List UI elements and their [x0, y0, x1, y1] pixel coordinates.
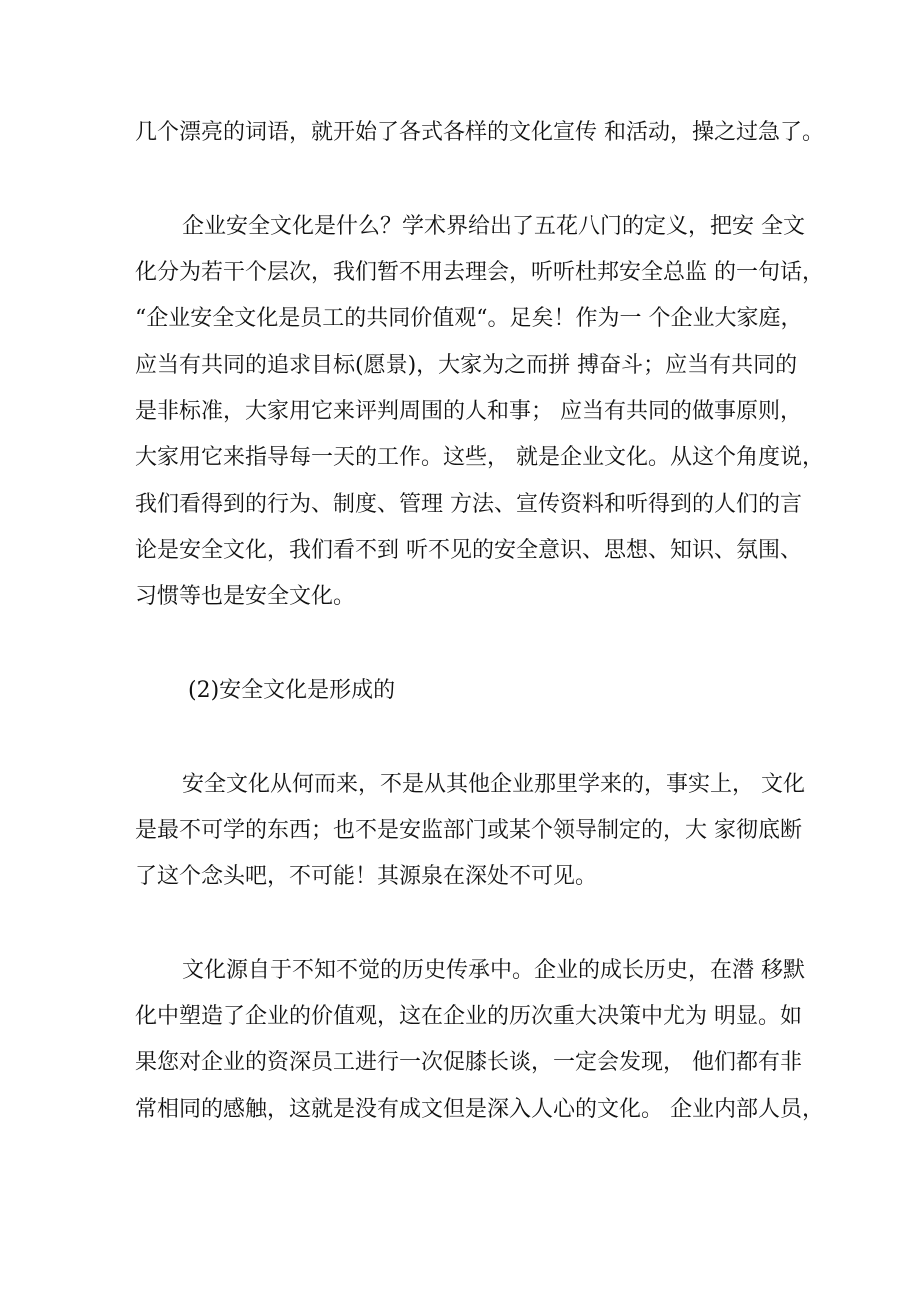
paragraph-3-line-2: 是最不可学的东西；也不是安监部门或某个领导制定的，大 家彻底断 — [135, 818, 802, 843]
paragraph-2-line-4: 应当有共同的追求目标(愿景)，大家为之而拼 搏奋斗；应当有共同的 — [135, 353, 798, 378]
section-heading: (2)安全文化是形成的 — [188, 678, 396, 703]
paragraph-1-line-1: 几个漂亮的词语，就开始了各式各样的文化宣传 和活动，操之过急了。 — [135, 120, 824, 145]
paragraph-3-line-1: 安全文化从何而来，不是从其他企业那里学来的，事实上， 文化 — [182, 772, 805, 797]
paragraph-2-line-2: 化分为若干个层次，我们暂不用去理会，听听杜邦安全总监 的一句话， — [135, 260, 824, 285]
paragraph-2-line-7: 我们看得到的行为、制度、管理 方法、宣传资料和听得到的人们的言 — [135, 492, 802, 517]
paragraph-4-line-1: 文化源自于不知不觉的历史传承中。企业的成长历史，在潜 移默 — [182, 958, 805, 983]
paragraph-4-line-2: 化中塑造了企业的价值观，这在企业的历次重大决策中尤为 明显。如 — [135, 1004, 802, 1029]
paragraph-2-line-6: 大家用它来指导每一天的工作。这些， 就是企业文化。从这个角度说， — [135, 445, 824, 470]
paragraph-4-line-3: 果您对企业的资深员工进行一次促膝长谈，一定会发现， 他们都有非 — [135, 1050, 802, 1075]
paragraph-2-line-8: 论是安全文化，我们看不到 听不见的安全意识、思想、知识、氛围、 — [135, 538, 802, 563]
paragraph-2-line-3: “企业安全文化是员工的共同价值观“。足矣！作为一 个企业大家庭， — [135, 306, 803, 331]
paragraph-2-line-5: 是非标准，大家用它来评判周围的人和事； 应当有共同的做事原则， — [135, 399, 802, 424]
paragraph-2-line-1: 企业安全文化是什么？学术界给出了五花八门的定义，把安 全文 — [182, 214, 805, 239]
paragraph-3-line-3: 了这个念头吧，不可能！其源泉在深处不可见。 — [135, 864, 598, 889]
paragraph-4-line-4: 常相同的感触，这就是没有成文但是深入人心的文化。 企业内部人员， — [135, 1097, 824, 1122]
paragraph-2-line-9: 习惯等也是安全文化。 — [135, 584, 356, 609]
